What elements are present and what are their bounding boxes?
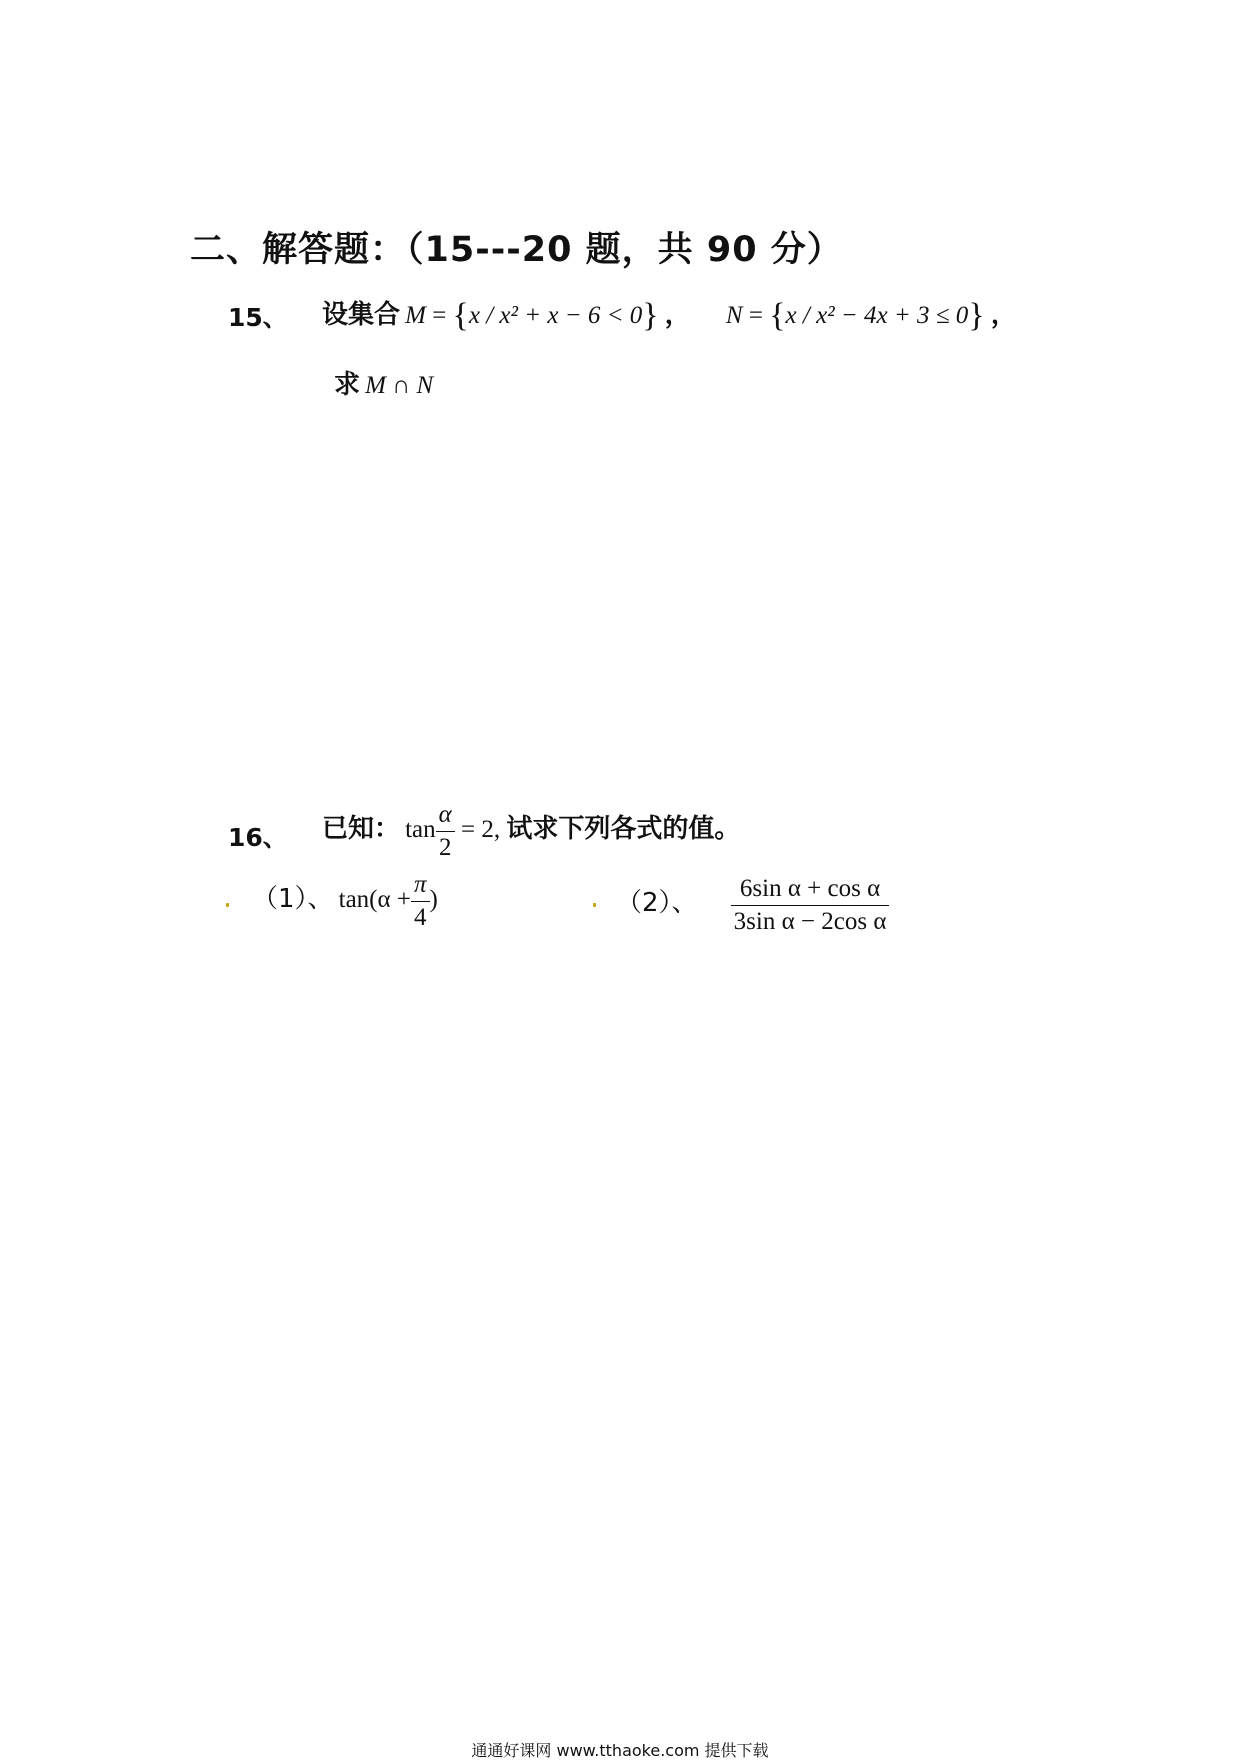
q16-part1-expr: tan(α + $\frac{\pi}{4}$ ) [338,871,438,931]
bullet-mark [226,903,229,907]
q16-number: 16、 [228,823,288,852]
q16-given: tan $\frac{\alpha}{2}$ = 2, [405,801,501,861]
q16-part2-expr [731,875,890,935]
q15-set-m-body: x / x² + x − 6 < 0 [468,302,643,329]
q16-part2-numerator: 6sin α + cos α [731,874,890,906]
section-heading: 二、解答题：（15---20 题，共 90 分） [190,230,843,270]
footer-credit: 通通好课网 www.tthaoke.com 提供下载 [471,1741,769,1760]
q16-task: 试求下列各式的值。 [506,814,741,845]
q15-set-n: N = {x / x² − 4x + 3 ≤ 0} [725,297,985,334]
q16-part2-label: （2）、 [616,888,698,919]
q16-part2-denominator: 3sin α − 2cos α [733,908,887,935]
bullet-mark [593,903,596,907]
q16-part1-label: （1）、 [252,884,334,915]
q15-ask-expr: M ∩ N [365,372,434,399]
q15-statement: 设集合 M = {x / x² + x − 6 < 0} ， N = {x / x² − 4x + 3 ≤ 0} ， [322,297,1017,334]
q15-set-m: M = {x / x² + x − 6 < 0} [405,297,659,334]
q16-part2 [616,874,889,937]
q15-set-n-body: x / x² − 4x + 3 ≤ 0 [785,302,969,329]
q15-intro: 设集合 [322,300,401,330]
q16-statement [322,800,740,863]
q15-number: 15、 [228,303,288,332]
q16-intro: 已知： [322,814,401,845]
q16-part1 [252,870,438,933]
q15-ask: 求 M ∩ N [334,370,434,400]
